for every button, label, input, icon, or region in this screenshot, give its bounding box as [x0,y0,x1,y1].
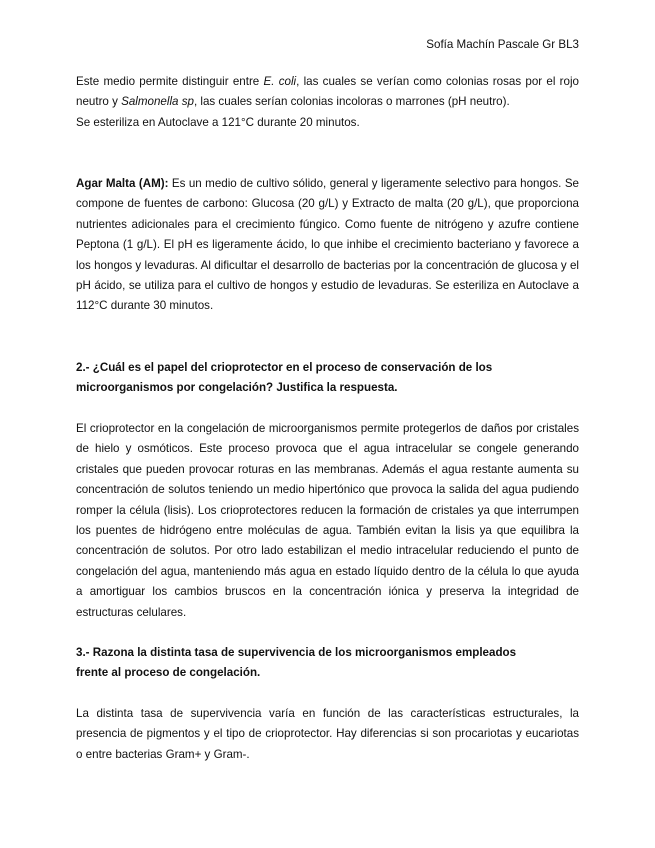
intro-sterilization: Se esteriliza en Autoclave a 121°C durante 20 minutos. [76,115,360,129]
intro-text-b: , las cuales se verían como colonias rosas por el rojo neutro y [76,75,579,109]
intro-text-a: Este medio permite distinguir entre [76,75,264,88]
question-3-heading-line2: frente al proceso de congelación. [76,666,261,680]
agar-malta-paragraph [76,174,579,317]
question-3-heading [76,643,579,684]
question-2-heading-line1: 2.- ¿Cuál es el papel del crioprotector en el proceso de conservación de los [76,361,493,374]
question-3-heading-line1: 3.- Razona la distinta tasa de supervivencia de los microorganismos empleados [76,646,517,659]
question-3-answer: La distinta tasa de supervivencia varía en función de las características estructurales, la presencia de pigmentos y el tipo de crioprotector. Hay diferencias si son procariotas y eucariotas o entre bacterias Gram+ y Gram-. [76,707,579,761]
agar-malta-section [76,174,579,317]
ecoli-name: E. coli [263,75,297,88]
intro-paragraph [76,72,579,113]
question-2-answer: El crioprotector en la congelación de microorganismos permite protegerlos de daños por cristales de hielo y osmóticos. Este proceso provoca que el agua intracelular se congele generando cristales que pueden provocar roturas en las membranas. Además el agua restante aumenta su concentración de solutos teniendo un medio hipertónico que provoca la salida del agua pudiendo romper la célula (lisis). Los crioprotectores reducen la formación de cristales ya que interrumpen los puentes de hidrógeno entre moléculas de agua. También evitan la lisis ya que equilibra la concentración de solutos. Por otro lado estabilizan el medio intracelular reduciendo el punto de congelación del agua, manteniendo más agua en estado líquido dentro de la célula lo que ayuda a amortiguar los cambios bruscos en la concentración iónica y preserva la integridad de estructuras celulares. [76,422,579,619]
salmonella-name: Salmonella sp [121,95,194,109]
question-2-heading-line2: microorganismos por congelación? Justifica la respuesta. [76,381,398,395]
intro-section [76,72,579,133]
agar-malta-label: Agar Malta (AM): [76,177,169,190]
question-3-answer-section [76,704,579,765]
page-header-author: Sofía Machín Pascale Gr BL3 [426,38,579,51]
intro-text-c: , las cuales serían colonias incoloras o marrones (pH neutro). [193,95,510,109]
question-2-heading [76,358,579,399]
question-2-answer-section [76,419,579,623]
agar-malta-text: Es un medio de cultivo sólido, general y ligeramente selectivo para hongos. Se compone de fuentes de carbono: Glucosa (20 g/L) y Extracto de malta (20 g/L), que proporciona nutrientes adicionales para el crecimiento fúngico. Como fuente de nitrógeno y azufre contiene Peptona (1 g/L). El pH es ligeramente ácido, lo que inhibe el crecimiento bacteriano y favorece a los hongos y levaduras. Al dificultar el desarrollo de bacterias por la concentración de glucosa y el pH ácido, se utiliza para el cultivo de hongos y estudio de levaduras. Se esteriliza en Autoclave a 112°C durante 30 minutos. [76,177,579,313]
